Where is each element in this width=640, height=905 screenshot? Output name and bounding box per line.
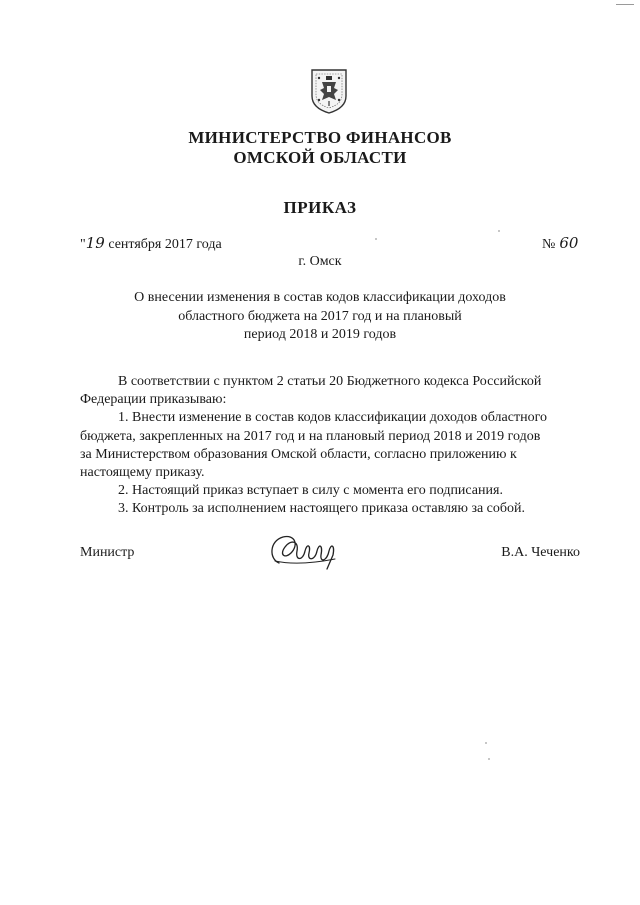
coat-of-arms-icon — [310, 68, 348, 114]
body-line: Федерации приказываю: — [80, 392, 227, 408]
scan-speck — [488, 758, 490, 760]
scan-speck — [498, 230, 500, 232]
issue-city: г. Омск — [298, 254, 342, 269]
order-date — [80, 234, 222, 253]
subject-line: период 2018 и 2019 годов — [243, 327, 397, 342]
order-body — [80, 373, 578, 519]
number-value-handwritten: 60 — [559, 234, 579, 252]
signatory-name: В.А. Чеченко — [501, 545, 580, 560]
number-label: № — [542, 237, 556, 252]
scan-speck — [375, 238, 377, 240]
date-rest: сентября 2017 года — [104, 237, 222, 252]
signatory-title: Министр — [80, 545, 135, 560]
order-subject — [0, 289, 640, 345]
body-line: В соответствии с пунктом 2 статьи 20 Бюджетного кодекса Российской — [118, 374, 542, 389]
date-day-handwritten: 19 — [85, 234, 105, 252]
handwritten-signature — [265, 531, 345, 571]
body-line: 1. Внести изменение в состав кодов классификации доходов областного — [118, 410, 547, 426]
subject-line: областного бюджета на 2017 год и на плановый — [178, 308, 462, 324]
item-1-paragraph — [80, 409, 578, 427]
ministry-name-line1: МИНИСТЕРСТВО ФИНАНСОВ — [188, 128, 452, 147]
ministry-name-line2: ОМСКОЙ ОБЛАСТИ — [233, 148, 407, 167]
intro-paragraph — [80, 373, 578, 391]
item-3-paragraph: 3. Контроль за исполнением настоящего приказа оставляю за собой. — [118, 501, 526, 517]
scan-speck — [485, 742, 487, 744]
body-line: настоящему приказу. — [80, 465, 205, 481]
order-number — [542, 234, 578, 253]
body-line: за Министерством образования Омской области, согласно приложению к — [80, 446, 517, 462]
item-2-paragraph: 2. Настоящий приказ вступает в силу с момента его подписания. — [118, 483, 503, 499]
date-quote: " — [80, 237, 86, 252]
scan-corner-mark — [616, 4, 634, 5]
body-line: бюджета, закрепленных на 2017 год и на плановый период 2018 и 2019 годов — [80, 428, 541, 444]
subject-line: О внесении изменения в состав кодов классификации доходов — [134, 290, 506, 305]
document-type-title: ПРИКАЗ — [283, 198, 357, 217]
